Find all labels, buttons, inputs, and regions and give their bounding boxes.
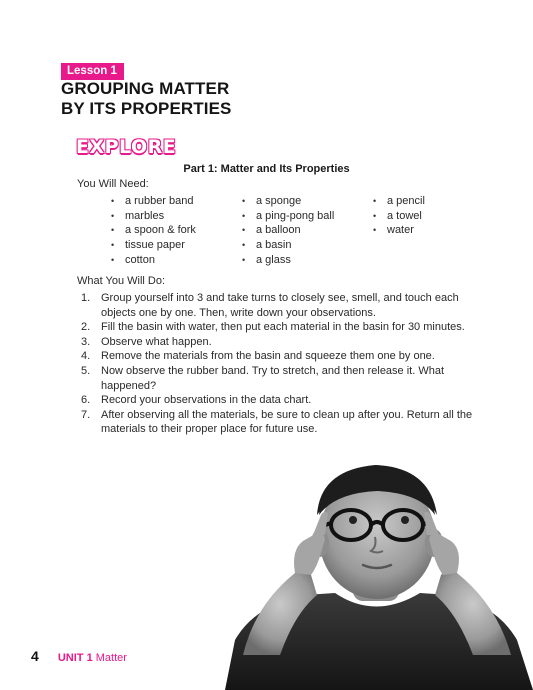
material-item: • a towel <box>373 209 425 224</box>
lesson-title <box>61 79 231 119</box>
materials-column-1 <box>111 194 196 268</box>
step-number: 5. <box>81 364 91 377</box>
step-text: Fill the basin with water, then put each material in the basin for 30 minutes. <box>101 321 465 334</box>
material-item: • a sponge <box>242 194 334 209</box>
step-number: 4. <box>81 350 91 363</box>
material-item: • a spoon & fork <box>111 223 196 238</box>
material-item: • a pencil <box>373 194 425 209</box>
material-item: • a basin <box>242 238 334 253</box>
step-text: Observe what happen. <box>101 335 212 348</box>
step-text: Group yourself into 3 and take turns to closely see, smell, and touch each objects one by one. Then, write down your observations. <box>101 292 459 319</box>
step-number: 7. <box>81 408 91 421</box>
material-item: • a glass <box>242 253 334 268</box>
step-text: After observing all the materials, be sure to clean up after you. Return all the materials to their proper place for future use. <box>101 408 473 436</box>
page-footer <box>31 648 127 664</box>
step-text: Now observe the rubber band. Try to stretch, and then release it. What happened? <box>101 364 445 392</box>
material-item: • a rubber band <box>111 194 196 209</box>
lesson-badge: Lesson 1 <box>61 63 124 80</box>
thinking-boy-photo <box>225 455 533 690</box>
unit-label: UNIT 1 <box>57 652 93 664</box>
you-will-need-label: You Will Need: <box>77 178 149 190</box>
material-item: • cotton <box>111 253 196 268</box>
step-number: 2. <box>81 321 91 334</box>
step-number: 6. <box>81 394 91 407</box>
step-number: 1. <box>81 292 91 304</box>
material-item: • tissue paper <box>111 238 196 253</box>
materials-column-3 <box>373 194 425 238</box>
material-item: • a ping-pong ball <box>242 209 334 224</box>
step-text: Remove the materials from the basin and squeeze them one by one. <box>101 350 435 363</box>
unit-subject: Matter <box>95 652 127 664</box>
boy-left-hand <box>294 533 325 575</box>
step-item <box>81 364 481 393</box>
material-item: • marbles <box>111 209 196 224</box>
explore-heading: EXPLORE <box>76 136 177 158</box>
material-item: • water <box>373 223 425 238</box>
boy-right-hand <box>429 533 459 575</box>
title-line-2: BY ITS PROPERTIES <box>61 99 232 118</box>
material-item: • a balloon <box>242 223 334 238</box>
step-item <box>81 349 481 364</box>
step-item <box>81 320 481 335</box>
what-you-will-do-label: What You Will Do: <box>77 275 166 287</box>
step-item <box>81 393 481 408</box>
step-item <box>81 408 481 437</box>
title-line-1: GROUPING MATTER <box>61 79 230 98</box>
steps-list <box>81 291 481 437</box>
part-title: Part 1: Matter and Its Properties <box>183 163 350 175</box>
step-item <box>81 335 481 350</box>
step-number: 3. <box>81 335 91 348</box>
materials-column-2 <box>242 194 334 268</box>
page-number: 4 <box>31 648 39 664</box>
step-text: Record your observations in the data chart. <box>101 394 312 407</box>
step-item <box>81 291 481 320</box>
